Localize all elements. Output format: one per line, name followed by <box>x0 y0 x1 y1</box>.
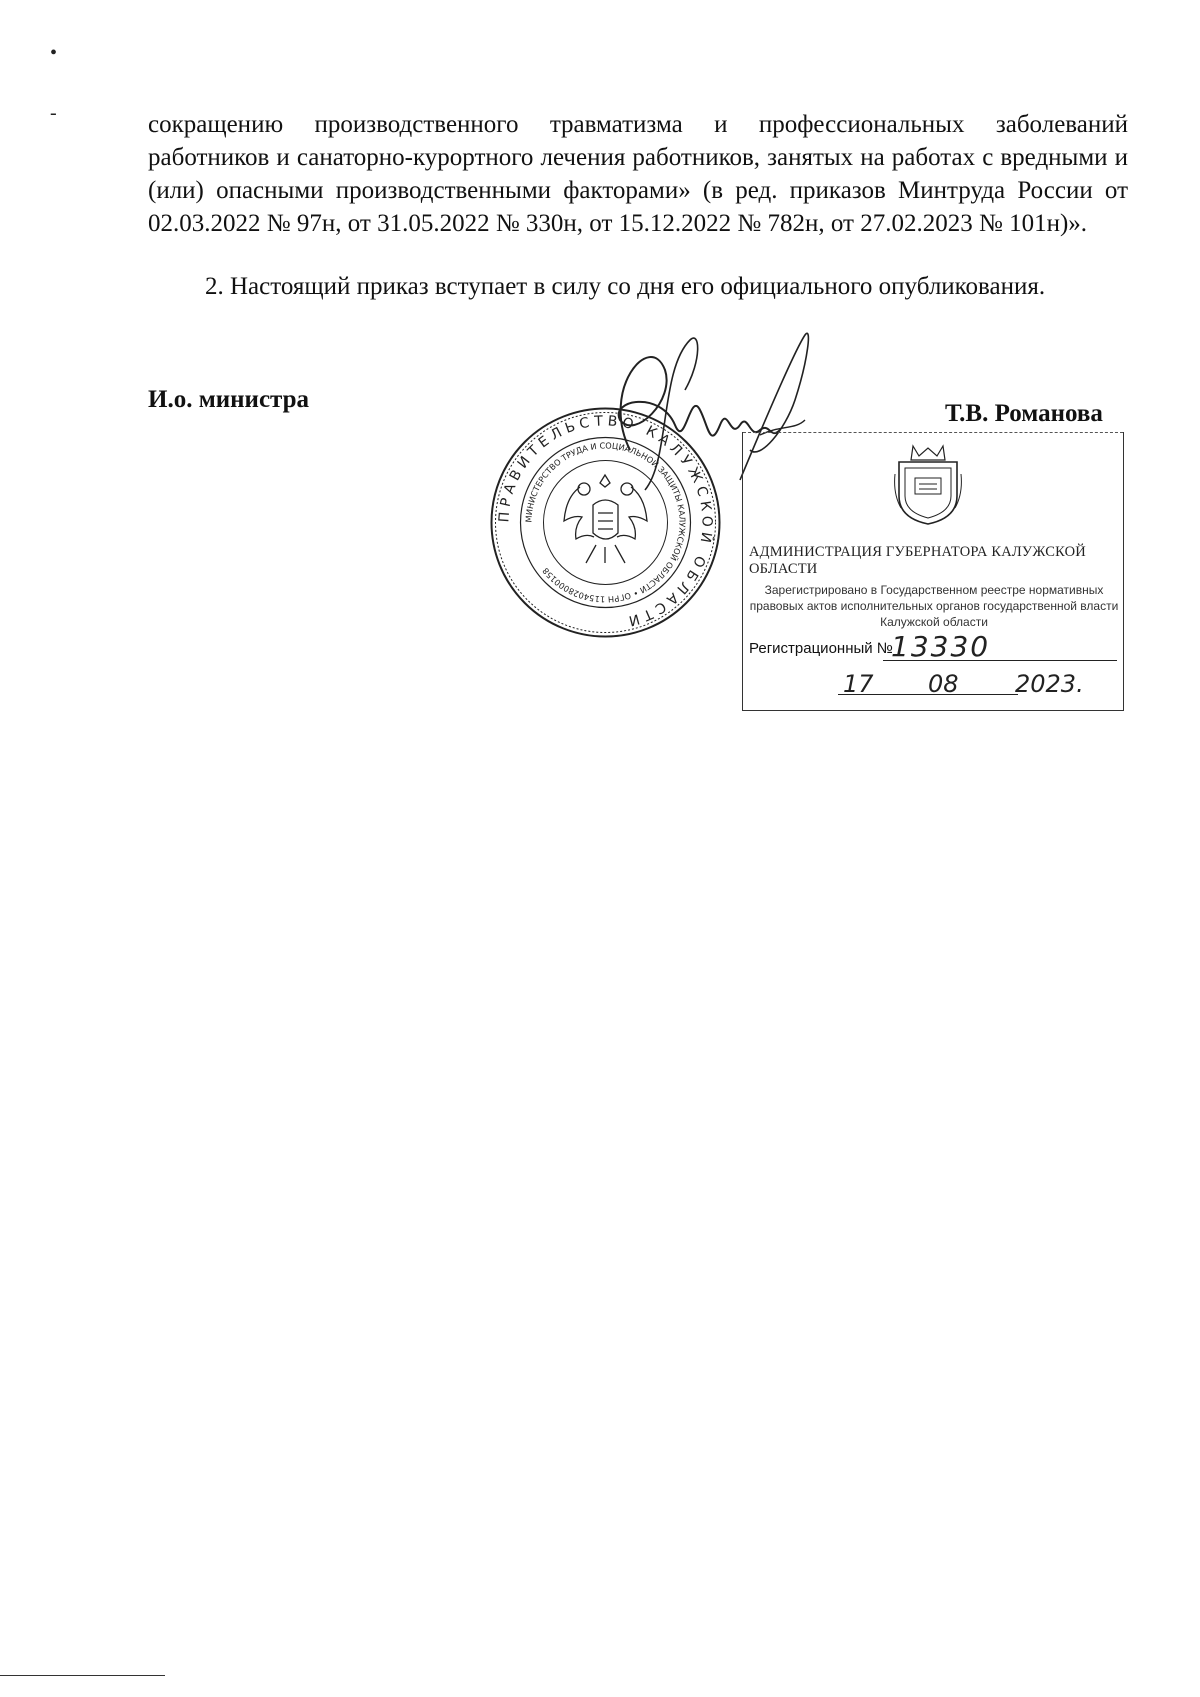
signer-title: И.о. министра <box>148 386 310 413</box>
margin-dash-mark: - <box>50 102 57 124</box>
paragraph-2: 2. Настоящий приказ вступает в силу со дня его официального опубликования. <box>205 273 1046 300</box>
registration-authority: АДМИНИСТРАЦИЯ ГУБЕРНАТОРА КАЛУЖСКОЙ ОБЛАСТИ <box>749 544 1086 577</box>
footnote-separator <box>0 1675 165 1676</box>
paragraph-1: сокращению производственного травматизма и профессиональных заболеваний работников и санаторно-курортного лечения работников, занятых на работах с вредными и (или) опасными производственными факторами» (в ред. приказов Минтруда России от 02.03.2022 № 97н, от 31.05.2022 № 330н, от 15.12.2022 № 782н, от 27.02.2023 № 101н)». <box>148 111 1128 237</box>
seal-inner-text: МИНИСТЕРСТВО ТРУДА И СОЦИАЛЬНОЙ ЗАЩИТЫ КАЛУЖСКОЙ ОБЛАСТИ • ОГРН 1154028000158 <box>523 440 688 605</box>
registration-date-day: 17 <box>843 670 874 698</box>
region-coat-of-arms-icon <box>893 444 963 526</box>
registration-number-label: Регистрационный № <box>749 640 893 657</box>
registration-top-border <box>743 432 1123 433</box>
margin-dot-mark: • <box>50 42 58 64</box>
body-text <box>148 108 1128 240</box>
signer-name: Т.В. Романова <box>945 400 1103 427</box>
registration-stamp <box>742 432 1124 711</box>
seal-outer-text: ПРАВИТЕЛЬСТВО КАЛУЖСКОЙ ОБЛАСТИ <box>496 413 715 630</box>
registration-date-month: 08 <box>928 670 959 698</box>
registration-date-year: 2023. <box>1015 670 1084 698</box>
registration-number: 13330 <box>891 630 991 663</box>
registration-statement: Зарегистрировано в Государственном реестре нормативных правовых актов исполнительных органов государственной власти Калужской области <box>749 583 1119 629</box>
